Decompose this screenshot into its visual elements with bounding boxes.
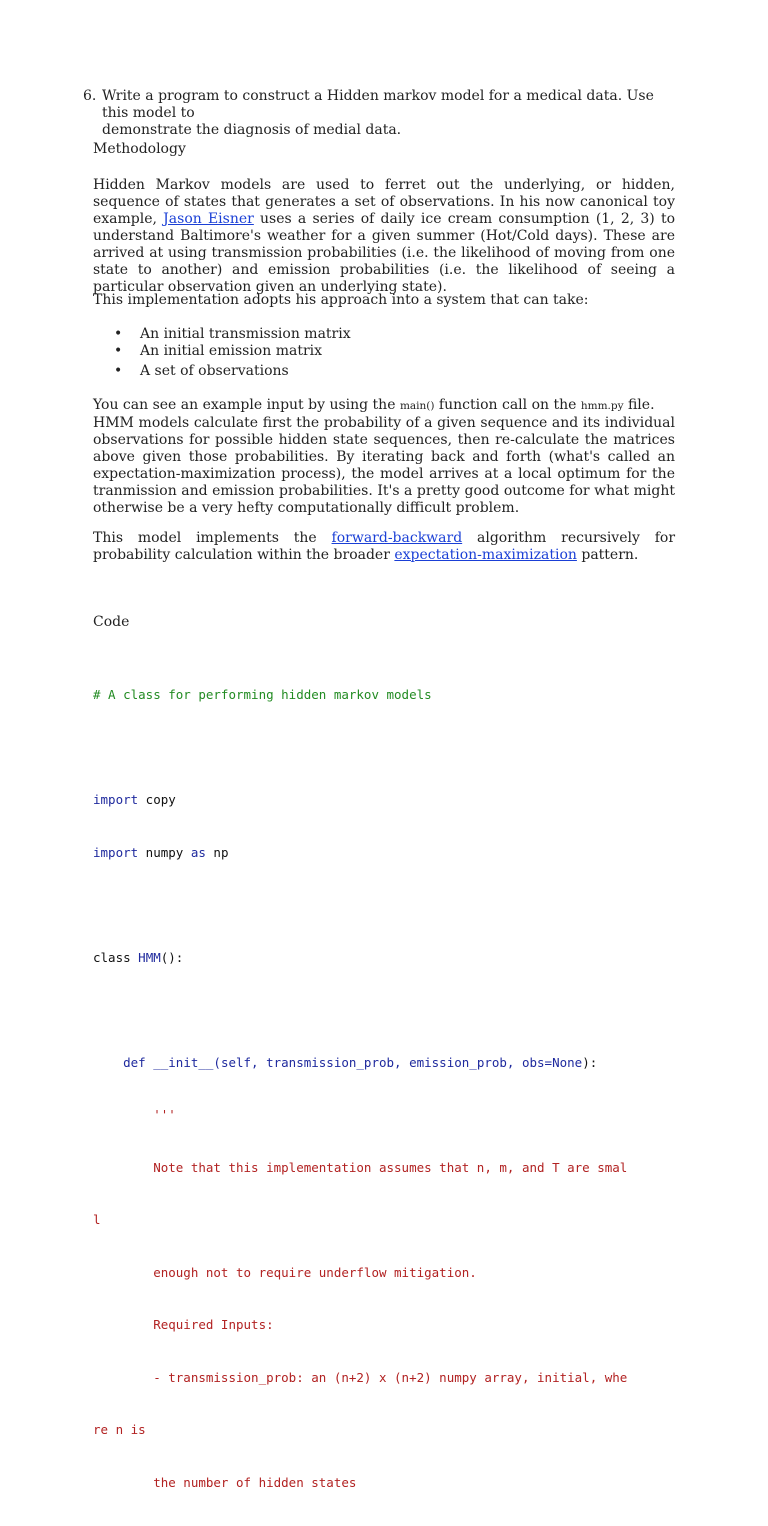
list-item: • An initial transmission matrix	[93, 326, 351, 343]
code-comment: # A class for performing hidden markov models	[93, 687, 432, 702]
code-heading: Code	[93, 614, 130, 630]
code-blank	[93, 1001, 693, 1019]
input-list	[93, 326, 351, 380]
para1-text-a: Hidden Markov models are used to ferret out the underlying, or hidden, sequence of states that generates a set of observations. In his now canonical toy example,	[93, 177, 675, 227]
docstring-line: '''	[93, 1107, 176, 1122]
init-signature: __init__(self, transmission_prob, emission_prob, obs=	[145, 1054, 553, 1070]
docstring-line: enough not to require underflow mitigation.	[93, 1264, 477, 1280]
code-import-numpy	[93, 844, 693, 862]
list-item: • A set of observations	[93, 363, 351, 380]
import-alias: np	[205, 844, 229, 860]
import-module: numpy	[138, 844, 191, 860]
class-keyword: class	[93, 949, 131, 965]
code-import-copy	[93, 791, 693, 809]
docstring-line: Required Inputs:	[93, 1317, 274, 1332]
class-parens: ():	[160, 949, 184, 965]
paragraph-example	[93, 397, 675, 415]
methodology-heading: Methodology	[93, 141, 186, 157]
docstring-line: the number of hidden states	[93, 1474, 357, 1490]
code-class-def	[93, 949, 693, 967]
class-name: HMM	[130, 949, 161, 965]
question-line-2: demonstrate the diagnosis of medial data.	[102, 122, 402, 138]
code-init-def	[93, 1054, 693, 1072]
para1-text-b: uses a series of daily ice cream consumption (1, 2, 3) to understand Baltimore's weather for a given summer (Hot/Cold days). These are arrived at using transmission probabilities (i.e. the likelihood of moving from one state to another) and emission probabilities (i.e. the likelihood of seeing a particular observation given an underlying state).	[93, 211, 675, 295]
hmm-file-ref: hmm.py	[580, 400, 624, 412]
list-item: • An initial emission matrix	[93, 343, 351, 360]
paragraph-hmm-intro	[93, 177, 675, 296]
code-blank	[93, 896, 693, 914]
code-indent	[93, 1055, 123, 1070]
docstring-line: re n is	[93, 1422, 146, 1437]
init-signature-end: ):	[582, 1054, 598, 1070]
question-line-1: Write a program to construct a Hidden markov model for a medical data. Use this model to	[102, 88, 654, 121]
expectation-maximization-link[interactable]: expectation-maximization	[394, 547, 577, 563]
question-6	[83, 88, 683, 139]
none-keyword: None	[552, 1054, 583, 1070]
question-text	[102, 88, 683, 139]
import-keyword: import	[93, 844, 139, 860]
para5-text-b: algorithm recursively for probability calculation within the broader	[93, 530, 676, 563]
para5-text-c: pattern.	[576, 547, 639, 563]
code-blank	[93, 739, 693, 757]
para3-text-c: file.	[623, 397, 655, 413]
question-number: 6.	[83, 88, 97, 104]
paragraph-implementation: This implementation adopts his approach into a system that can take:	[93, 292, 589, 308]
jason-eisner-link[interactable]: Jason Eisner	[163, 211, 254, 227]
main-function-ref: main()	[399, 400, 435, 412]
paragraph-hmm-calc: HMM models calculate first the probability of a given sequence and its individual observations for possible hidden state sequences, then re-calculate the matrices above given those probabilities. By iterating back and forth (what's called an expectation-maximization process), the model arrives at a local optimum for the tranmission and emission probabilities. It's a pretty good outcome for what might otherwise be a very hefty computationally difficult problem.	[93, 415, 675, 516]
docstring-line: l	[93, 1212, 101, 1227]
code-block	[93, 651, 693, 1526]
docstring-line: Note that this implementation assumes that n, m, and T are smal	[93, 1159, 628, 1175]
para3-text-b: function call on the	[434, 397, 581, 413]
import-module: copy	[138, 792, 176, 807]
paragraph-forward-backward	[93, 530, 675, 564]
import-keyword: import	[93, 792, 139, 807]
para5-text-a: This model implements the	[93, 530, 317, 546]
as-keyword: as	[190, 844, 206, 860]
forward-backward-link[interactable]: forward-backward	[331, 530, 463, 546]
def-keyword: def	[123, 1054, 146, 1070]
para3-text-a: You can see an example input by using the	[93, 397, 400, 413]
paragraph-example-and-hmm	[93, 397, 675, 517]
docstring-line: - transmission_prob: an (n+2) x (n+2) numpy array, initial, whe	[93, 1369, 628, 1385]
